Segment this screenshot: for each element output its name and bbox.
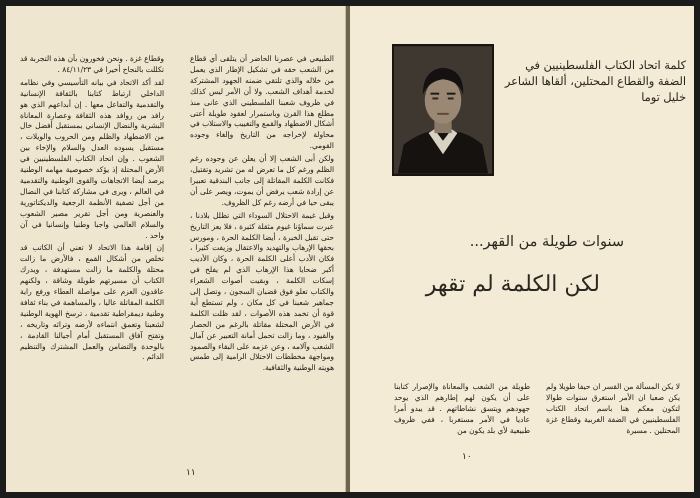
paragraph: إن إقامة هذا الاتحاد لا تعني أن الكاتب قد تخلص من أشكال القمع ، فالأرض ما زالت محتلة والكلمة ما زالت مستهدفة ، ويدرك الكتاب أن مسيرتهم طويلة وشاقة ، ولكنهم عاقدون العزم على مواصلة العطاء ورفع راية الكلمة المقاتلة عاليا ، والمساهمة في بناء ثقافة وطنية ديمقراطية تقدمية ، ترسخ الهوية الوطنية لشعبنا وتعمق انتماءه لأرضه وتراثه وتاريخه ، وتفتح آفاق المستقبل أمام أجيالنا القادمة ، بالوحدة والتضامن والعمل المشترك والتنظيم الدائم . [20,243,164,362]
left-page-right-column [190,54,334,462]
page-number: ١١ [186,468,196,478]
portrait-icon [394,46,492,174]
paragraph: لا يكن المسألة من القسر ان حيفا طويلا ولم يكن صعبا ان الأمر استغرق سنوات طوالا لتكون معكم هنا باسم اتحاد الكتاب الفلسطينيين في الضفة الغربية وقطاع غزة المحتلين . مسيرة [546,382,680,435]
paragraph: الطبيعي في عصرنا الحاضر أن يتلقى أي قطاع من الشعب حقه في تشكيل الإطار الذي يعمل من خلاله والذي تلتقي ضمنه الجهود المشتركة لخدمة أهداف الشعب. ولا أن الأمر ليس كذلك في ظروف شعبنا الفلسطيني الذي عانى منذ مطلع هذا القرن وباستمرار لعقود طويلة أعتى أشكال الاضطهاد والقمع والتغييب والاستلاب في محاولة لإخراجه من التاريخ وإلغاء وجوده القومي. [190,54,334,151]
portrait-photo [392,44,494,176]
paragraph: ولكن أبى الشعب إلا أن يعلن عن وجوده رغم الظلم ورغم كل ما تعرض له من تشريد وتقتيل، فكانت الكلمة المقاتلة إلى جانب البندقية تعبيرا عن إرادة شعب يرفض أن يموت، ويصر على أن يبقى حيا في أرضه رغم كل الظروف. [190,154,334,207]
paragraph: وقطاع غزة . ونحن فخورون بأن هذه التجربة قد تكللت بالنجاح أخيرا في ٨٤/١١/٢٣ . [20,54,164,74]
headline-primary: سنوات طويلة من القهر... [469,234,624,250]
page-right [350,6,694,492]
left-page-left-column [20,54,164,462]
paragraph: طويلة من الشعب والمعاناة والإصرار كتابنا على أن يكون لهم إطارهم الذي يوحد جهودهم ويتسق نشاطاتهم . قد يبدو أمرا عاديا في الأمر مستغربا ، ففي ظروف طبيعية لأي بلد يكون من [394,382,530,435]
paragraph: وقبل غيمة الاحتلال السوداء التي تظلل بلادنا ، عبرت سماؤنا غيوم مثقلة كثيرة ، فلا يعز التاريخ حتى تقبل الخبرة ، أيضا الكلمة الحرة ، ومورس بحقها الإرهاب والتهديد والاعتقال وزيفت كثيرا ، فكان الأدب أعلى الكلمة الحرة ، وكان الأديب أكبر ضحايا هذا الإرهاب الذي لم يفلح في إسكات الكلمة ، وبقيت أصوات الشعراء والكتاب تعلو فوق قضبان السجون ، وتصل إلى جماهير شعبنا في كل مكان ، ولم تستطع أية قوة أن تخمد هذه الأصوات ، لقد ظلت الكلمة في الأرض المحتلة مقاتلة بالرغم من الحصار والقيود ، وما زالت تحمل أمانة التعبير عن آمال الشعب وآلامه ، وعن عزمه على البقاء والصمود ومواجهة مخططات الاحتلال الرامية إلى طمس هويته الوطنية والثقافية. [190,210,334,373]
page-number: ١٠ [462,452,472,462]
right-page-left-column [394,382,530,462]
article-title: كلمة اتحاد الكتاب الفلسطينيين في الضفة والقطاع المحتلين، ألقاها الشاعر خليل توما [504,59,686,104]
page-left [6,6,346,492]
right-page-right-column [546,382,680,462]
paragraph: لقد أكد الاتحاد في بيانه التأسيسي وفي نظامه الداخلي ارتباط كتابنا بالثقافة الإنسانية والتقدمية والتفاعل معها . إن أبداعهم الذي هو رافد من روافد هذه الثقافة وعصارة المعاناة البشرية والنضال الإنساني بمستقبل أفضل خال من الاضطهاد والظلم ومن الحروب والويلات ، مستقبل يسوده العدل والسلام والإخاء بين الشعوب . وإن اتحاد الكتاب الفلسطينيين في الأرض المحتلة إذ يؤكد خصوصية مهامه الوطنية يرصد أيضا الاتجاهات والقوى الوطنية والتقدمية في العالم ، ويرى في مشاركة كتابنا في النضال من أجل تصفية الأنظمة الرجعية والديكتاتورية والعنصرية ومن أجل تقرير مصير الشعوب والسلام العالمي واجبا وطنيا وإنسانيا في آن واحد . [20,77,164,240]
headline-secondary: لكن الكلمة لم تقهر [425,272,600,297]
